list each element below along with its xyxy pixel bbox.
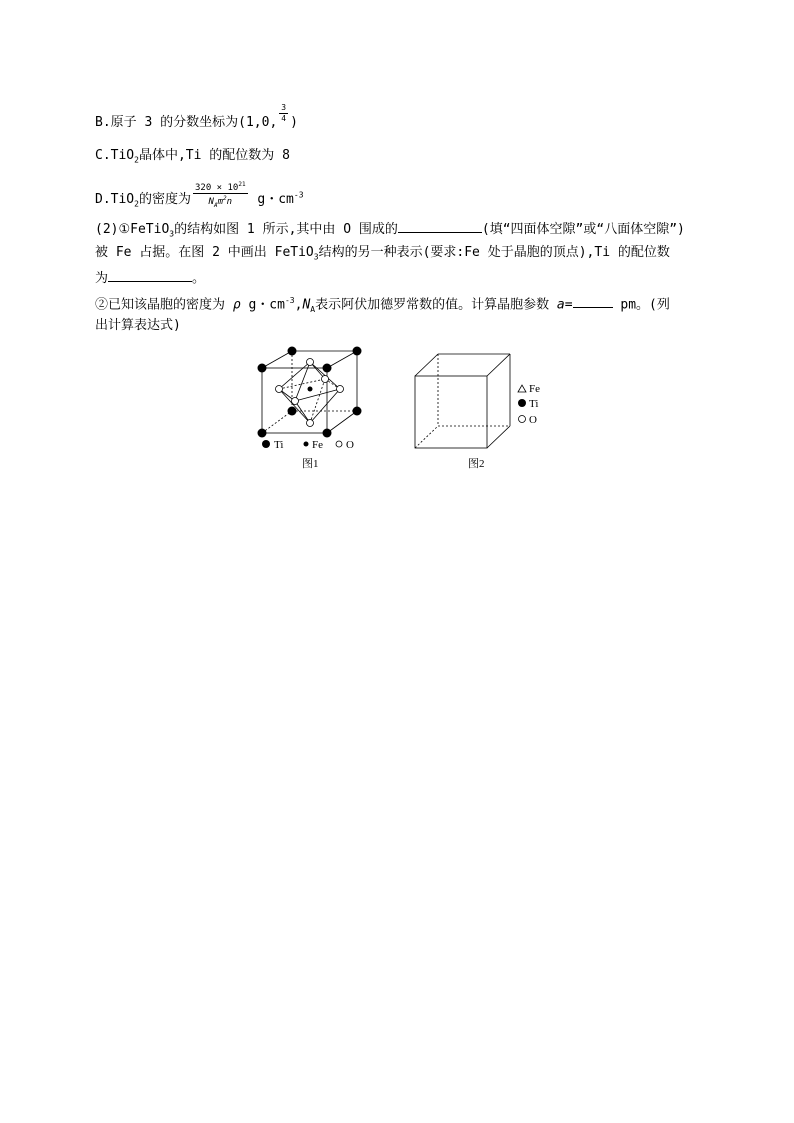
density-fraction: $\frac{320 \times 10^{21}}{N_Am^2n}$ xyxy=(194,181,246,209)
legend-o-label: O xyxy=(346,439,354,451)
legend-fe-triangle xyxy=(518,385,526,392)
answer-blank-cell-parameter[interactable] xyxy=(573,294,613,308)
q2-line-1: (2)①FeTiO$_3$的结构如图 1 所示,其中由 O 围成的 (填“四面体空隙”或“八面体空隙”) xyxy=(95,219,685,244)
figure-2-caption: 图2 xyxy=(468,458,485,470)
figure-1-caption: 图1 xyxy=(302,458,319,470)
answer-blank-void-type[interactable] xyxy=(398,219,482,233)
legend-fe-label: Fe xyxy=(529,383,540,395)
o-atoms xyxy=(276,359,344,427)
figure-2-empty-cell xyxy=(408,343,558,473)
legend-ti-marker xyxy=(262,440,270,448)
option-b-text: B.原子 3 的分数坐标为(1,0, xyxy=(95,115,278,130)
legend-fe-marker xyxy=(304,442,309,447)
option-c: C.TiO$_2$晶体中,Ti 的配位数为 8 xyxy=(95,148,290,165)
legend-o-label: O xyxy=(529,414,537,426)
legend-ti-marker xyxy=(518,399,526,407)
legend-ti-label: Ti xyxy=(529,398,539,410)
front-face xyxy=(415,376,487,448)
legend-fe-label: Fe xyxy=(312,439,323,451)
q2-line-3: 为 。 xyxy=(95,268,205,288)
legend-o-marker xyxy=(336,441,342,447)
answer-blank-ti-coordination[interactable] xyxy=(108,268,192,282)
q2-line-4: ②已知该晶胞的密度为 ρ g・$cm^{-3},N_A$表示阿伏加德罗常数的值。计算晶胞参数 a= pm。(列 xyxy=(95,296,670,314)
legend-o-marker xyxy=(519,416,526,423)
fraction-three-quarters: $\frac{3}{4}$ xyxy=(281,103,287,123)
legend-ti-label: Ti xyxy=(274,439,284,451)
q2-line-2: 被 Fe 占据。在图 2 中画出 FeTiO$_3$结构的另一种表示(要求:Fe 处于晶胞的顶点),Ti 的配位数 xyxy=(95,245,670,262)
fe-atom xyxy=(308,387,313,392)
figure-1-crystal-structure xyxy=(250,343,375,473)
option-b: B.原子 3 的分数坐标为(1,0, $\frac{3}{4}$ ) xyxy=(95,103,298,130)
q2-line-5: 出计算表达式) xyxy=(95,318,181,333)
option-d: D.TiO$_2$的密度为 $\frac{320 \times 10^{21}}{N_Am^2n}$ g・$cm^{-3}$ xyxy=(95,181,304,209)
